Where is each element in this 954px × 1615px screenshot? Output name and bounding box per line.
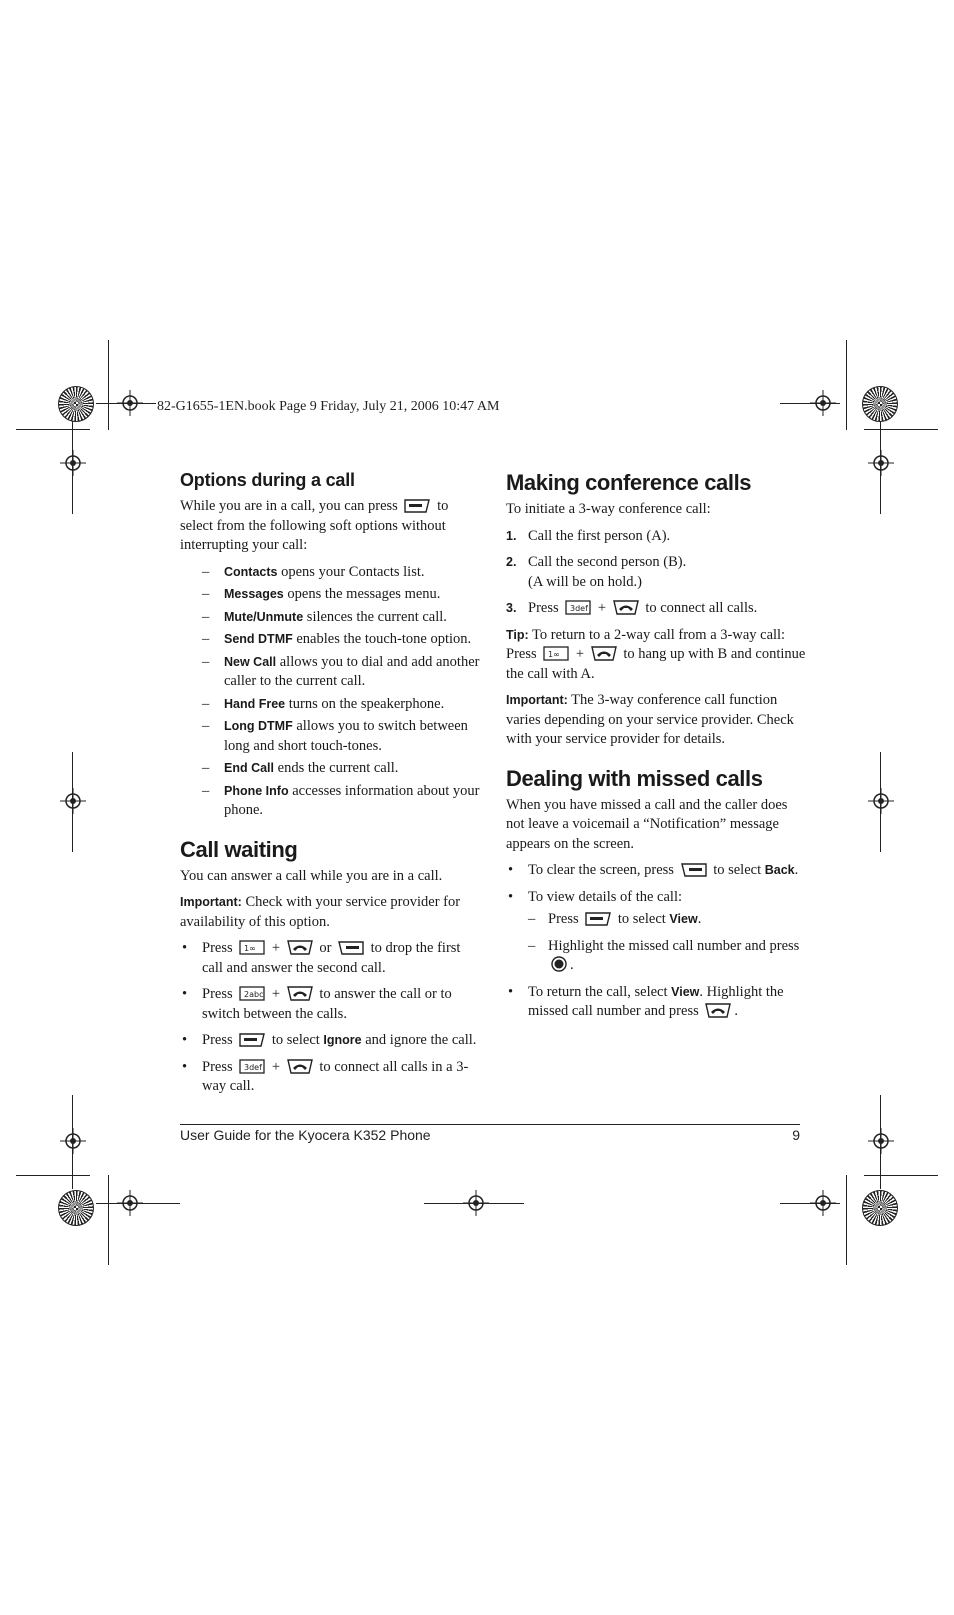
crop-line-right-upper [880,416,881,514]
call-waiting-heading: Call waiting [180,836,298,862]
crop-line-right-lower [880,1095,881,1189]
key-1-icon [239,940,265,955]
page-number: 9 [792,1127,800,1143]
right-softkey-icon [338,940,364,955]
list-item: – Send DTMF enables the touch-tone option. [202,631,472,647]
registration-mark-right-upper [868,450,894,476]
color-wheel-top-right [862,386,898,422]
crop-line-bottom-left [96,1203,180,1204]
color-wheel-bottom-left [58,1190,94,1226]
crop-line-right-middle [880,752,881,852]
call-waiting-intro: You can answer a call while you are in a call. [180,867,443,884]
registration-mark-left-upper [60,450,86,476]
key-2-icon [239,986,265,1001]
conference-tip: Tip: To return to a 2-way call from a 3-way call: Press 1∞ + to hang up with B and continue the call with A. [506,626,806,682]
crop-line-bottom-right [780,1203,840,1204]
list-item: • Press 1∞ + or to drop the first call and answer the second call. [182,940,461,976]
send-key-icon [705,1003,731,1018]
conference-steps [506,527,806,619]
crop-line-top-right [780,403,840,404]
conference-intro: To initiate a 3-way conference call: [506,501,711,517]
left-softkey-icon [404,498,430,513]
list-item: • Press to select Ignore and ignore the call. [182,1032,477,1048]
svg-text:1∞: 1∞ [244,944,257,953]
svg-text:1∞: 1∞ [548,650,561,659]
crop-line-left-lower [72,1095,73,1189]
right-column [506,470,806,1029]
list-item: 1. Call the first person (A). [506,527,671,544]
color-wheel-bottom-right [862,1190,898,1226]
key-3-icon [239,1059,265,1074]
left-column [180,470,480,1104]
list-item: – End Call ends the current call. [202,760,399,776]
print-slug: 82-G1655-1EN.book Page 9 Friday, July 21, 2006 10:47 AM [157,399,500,414]
registration-mark-right-lower [868,1128,894,1154]
list-item: – Messages opens the messages menu. [202,586,441,602]
list-item: • To clear the screen, press to select Back. [508,862,799,878]
color-wheel-top-left [58,386,94,422]
svg-text:3def: 3def [244,1062,263,1072]
send-key-icon [287,1059,313,1074]
options-intro: While you are in a call, you can press to select from the following soft options without interrupting your call: [180,498,449,553]
send-key-icon [591,646,617,661]
registration-mark-left-lower [60,1128,86,1154]
list-item: – Hand Free turns on the speakerphone. [202,695,445,712]
list-item: – Press to select View. [528,911,702,927]
missed-calls-sublist [506,910,806,976]
left-softkey-icon [585,911,611,926]
list-item: – New Call allows you to dial and add another caller to the current call. [202,653,480,689]
footer-title: User Guide for the Kyocera K352 Phone [180,1127,431,1143]
list-item: – Highlight the missed call number and press . [528,937,800,973]
send-key-icon [287,940,313,955]
svg-text:2abc: 2abc [244,990,264,999]
key-1-icon [543,646,569,661]
list-item: – Phone Info accesses information about your phone. [202,782,480,818]
left-softkey-icon [239,1032,265,1047]
options-list [180,563,480,821]
list-item: • To return the call, select View. Highlight the missed call number and press . [508,983,784,1019]
registration-mark-left-middle [60,788,86,814]
crop-line-bottom-center [424,1203,524,1204]
conference-important: Important: The 3-way conference call function varies depending on your service provider. Check with your service provider for details. [506,692,794,747]
list-item: • Press 3def + to connect all calls in a 3-way call. [182,1058,469,1094]
ok-key-icon [551,956,567,972]
list-item: – Mute/Unmute silences the current call. [202,608,447,625]
send-key-icon [613,600,639,615]
crop-line-top-left [96,403,156,404]
list-item: • To view details of the call: – Press to select View. – Highlight the missed call number and press . [506,888,806,976]
crop-line-left-middle [72,752,73,852]
crop-line-left-upper [72,416,73,514]
list-item: – Contacts opens your Contacts list. [202,563,425,580]
missed-calls-intro: When you have missed a call and the caller does not leave a voicemail a “Notification” message appears on the screen. [506,796,788,852]
call-waiting-list [180,939,480,1097]
options-heading: Options during a call [180,470,355,490]
missed-calls-list [506,861,806,1022]
list-item: 3. Press 3def + to connect all calls. [506,600,758,616]
send-key-icon [287,986,313,1001]
page-footer [180,1124,800,1143]
call-waiting-important: Important: Check with your service provider for availability of this option. [180,894,461,930]
key-3-icon [565,600,591,615]
missed-calls-heading: Dealing with missed calls [506,765,763,791]
right-softkey-icon [681,862,707,877]
registration-mark-right-middle [868,788,894,814]
conference-heading: Making conference calls [506,470,752,495]
svg-text:3def: 3def [570,604,589,613]
list-item: • Press 2abc + to answer the call or to switch between the calls. [182,986,452,1022]
list-item: – Long DTMF allows you to switch between long and short touch-tones. [202,718,468,754]
list-item: 2. Call the second person (B). (A will be on hold.) [506,554,687,590]
